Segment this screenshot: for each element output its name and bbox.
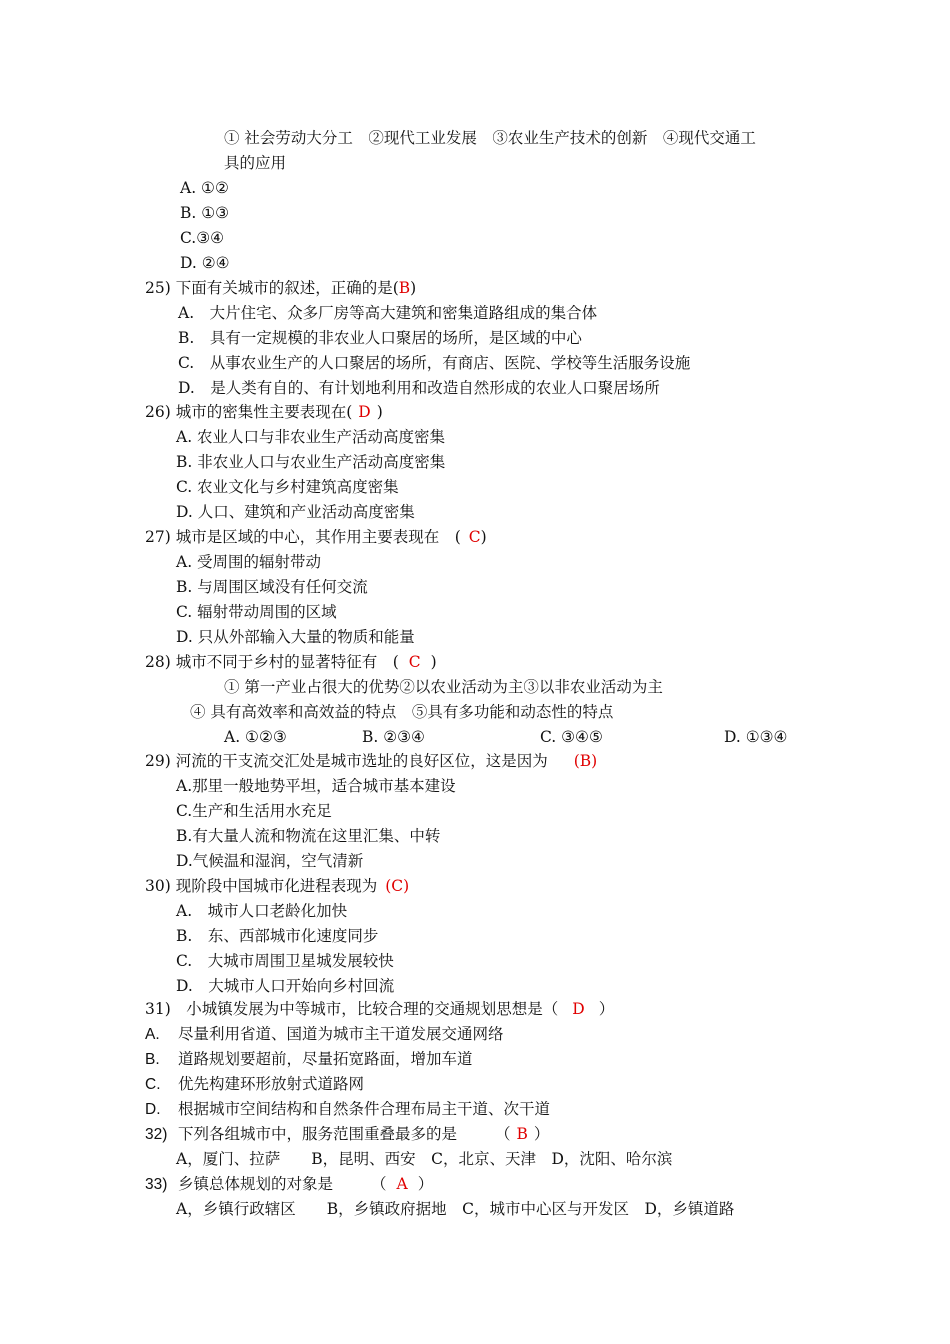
q26-option-b: B. 非农业人口与农业生产活动高度密集	[176, 453, 446, 471]
q31-option-b: B. 道路规划要超前，尽量拓宽路面，增加车道	[145, 1050, 473, 1068]
q33-answer: A	[396, 1175, 408, 1193]
q27-option-b: B. 与周围区域没有任何交流	[176, 578, 368, 596]
q30-question: 30) 现阶段中国城市化进程表现为 (C)	[145, 877, 410, 895]
q30-option-b: B. 东、西部城市化速度同步	[176, 927, 379, 945]
q31-option-d: D. 根据城市空间结构和自然条件合理布局主干道、次干道	[145, 1100, 551, 1118]
q27-option-d: D. 只从外部输入大量的物质和能量	[176, 628, 415, 646]
q28-option-a: A. ①②③	[224, 728, 287, 746]
q27-answer: C	[468, 528, 481, 546]
q32-options: A，厦门、拉萨 B，昆明、西安 C，北京、天津 D，沈阳、哈尔滨	[176, 1150, 673, 1168]
q30-option-a: A. 城市人口老龄化加快	[176, 902, 348, 920]
q27-option-a: A. 受周围的辐射带动	[176, 553, 322, 571]
q28-option-c: C. ③④⑤	[540, 728, 603, 746]
q26-option-d: D. 人口、建筑和产业活动高度密集	[176, 503, 415, 521]
q29-option-b: B.有大量人流和物流在这里汇集、中转	[176, 827, 441, 845]
q29-option-a: A.那里一般地势平坦，适合城市基本建设	[176, 777, 456, 795]
q25-question: 25) 下面有关城市的叙述，正确的是(B)	[145, 279, 417, 297]
q28-answer: C	[408, 653, 421, 671]
q29-answer: B	[579, 752, 592, 770]
q26-question: 26) 城市的密集性主要表现在( D )	[145, 403, 383, 421]
q24-option-b: B. ①③	[180, 204, 230, 222]
q31-option-c: C. 优先构建环形放射式道路网	[145, 1075, 365, 1093]
q26-answer: D	[358, 403, 371, 421]
q25-option-d: D. 是人类有自的、有计划地利用和改造自然形成的农业人口聚居场所	[178, 379, 660, 397]
q24-option-c: C.③④	[180, 229, 225, 247]
q32-question: 32) 下列各组城市中，服务范围重叠最多的是 （ B ）	[145, 1125, 550, 1143]
q24-stem-line2: 具的应用	[224, 154, 287, 172]
q24-option-a: A. ①②	[180, 179, 229, 197]
q25-answer: B	[398, 279, 411, 297]
q26-option-c: C. 农业文化与乡村建筑高度密集	[176, 478, 399, 496]
q28-stem-line2: ④ 具有高效率和高效益的特点 ⑤具有多功能和动态性的特点	[190, 703, 614, 721]
q27-question: 27) 城市是区域的中心，其作用主要表现在 ( C)	[145, 528, 487, 546]
q31-option-a: A. 尽量利用省道、国道为城市主干道发展交通网络	[145, 1025, 504, 1043]
q32-answer: B	[516, 1125, 528, 1143]
q25-option-a: A. 大片住宅、众多厂房等高大建筑和密集道路组成的集合体	[178, 304, 598, 322]
q25-option-b: B. 具有一定规模的非农业人口聚居的场所，是区域的中心	[178, 329, 582, 347]
q27-option-c: C. 辐射带动周围的区域	[176, 603, 337, 621]
q30-answer: C	[391, 877, 404, 895]
q30-option-d: D. 大城市人口开始向乡村回流	[176, 977, 395, 995]
q25-option-c: C. 从事农业生产的人口聚居的场所，有商店、医院、学校等生活服务设施	[178, 354, 691, 372]
q26-option-a: A. 农业人口与非农业生产活动高度密集	[176, 428, 446, 446]
q28-question: 28) 城市不同于乡村的显著特征有 ( C )	[145, 653, 437, 671]
q31-question: 31) 小城镇发展为中等城市，比较合理的交通规划思想是（ D ）	[145, 1000, 615, 1018]
q29-option-c: C.生产和生活用水充足	[176, 802, 332, 820]
q33-question: 33) 乡镇总体规划的对象是 （ A ）	[145, 1175, 434, 1193]
q29-option-d: D.气候温和湿润，空气清新	[176, 852, 364, 870]
q24-stem-line1: ① 社会劳动大分工 ②现代工业发展 ③农业生产技术的创新 ④现代交通工	[224, 129, 756, 147]
q28-option-d: D. ①③④	[724, 728, 788, 746]
q31-answer: D	[572, 1000, 585, 1018]
q30-option-c: C. 大城市周围卫星城发展较快	[176, 952, 394, 970]
q28-option-b: B. ②③④	[362, 728, 425, 746]
q29-question: 29) 河流的干支流交汇处是城市选址的良好区位，这是因为 (B)	[145, 752, 598, 770]
q28-stem-line1: ① 第一产业占很大的优势②以农业活动为主③以非农业活动为主	[224, 678, 663, 696]
q24-option-d: D. ②④	[180, 254, 230, 272]
q33-options: A，乡镇行政辖区 B，乡镇政府据地 C，城市中心区与开发区 D，乡镇道路	[176, 1200, 735, 1218]
